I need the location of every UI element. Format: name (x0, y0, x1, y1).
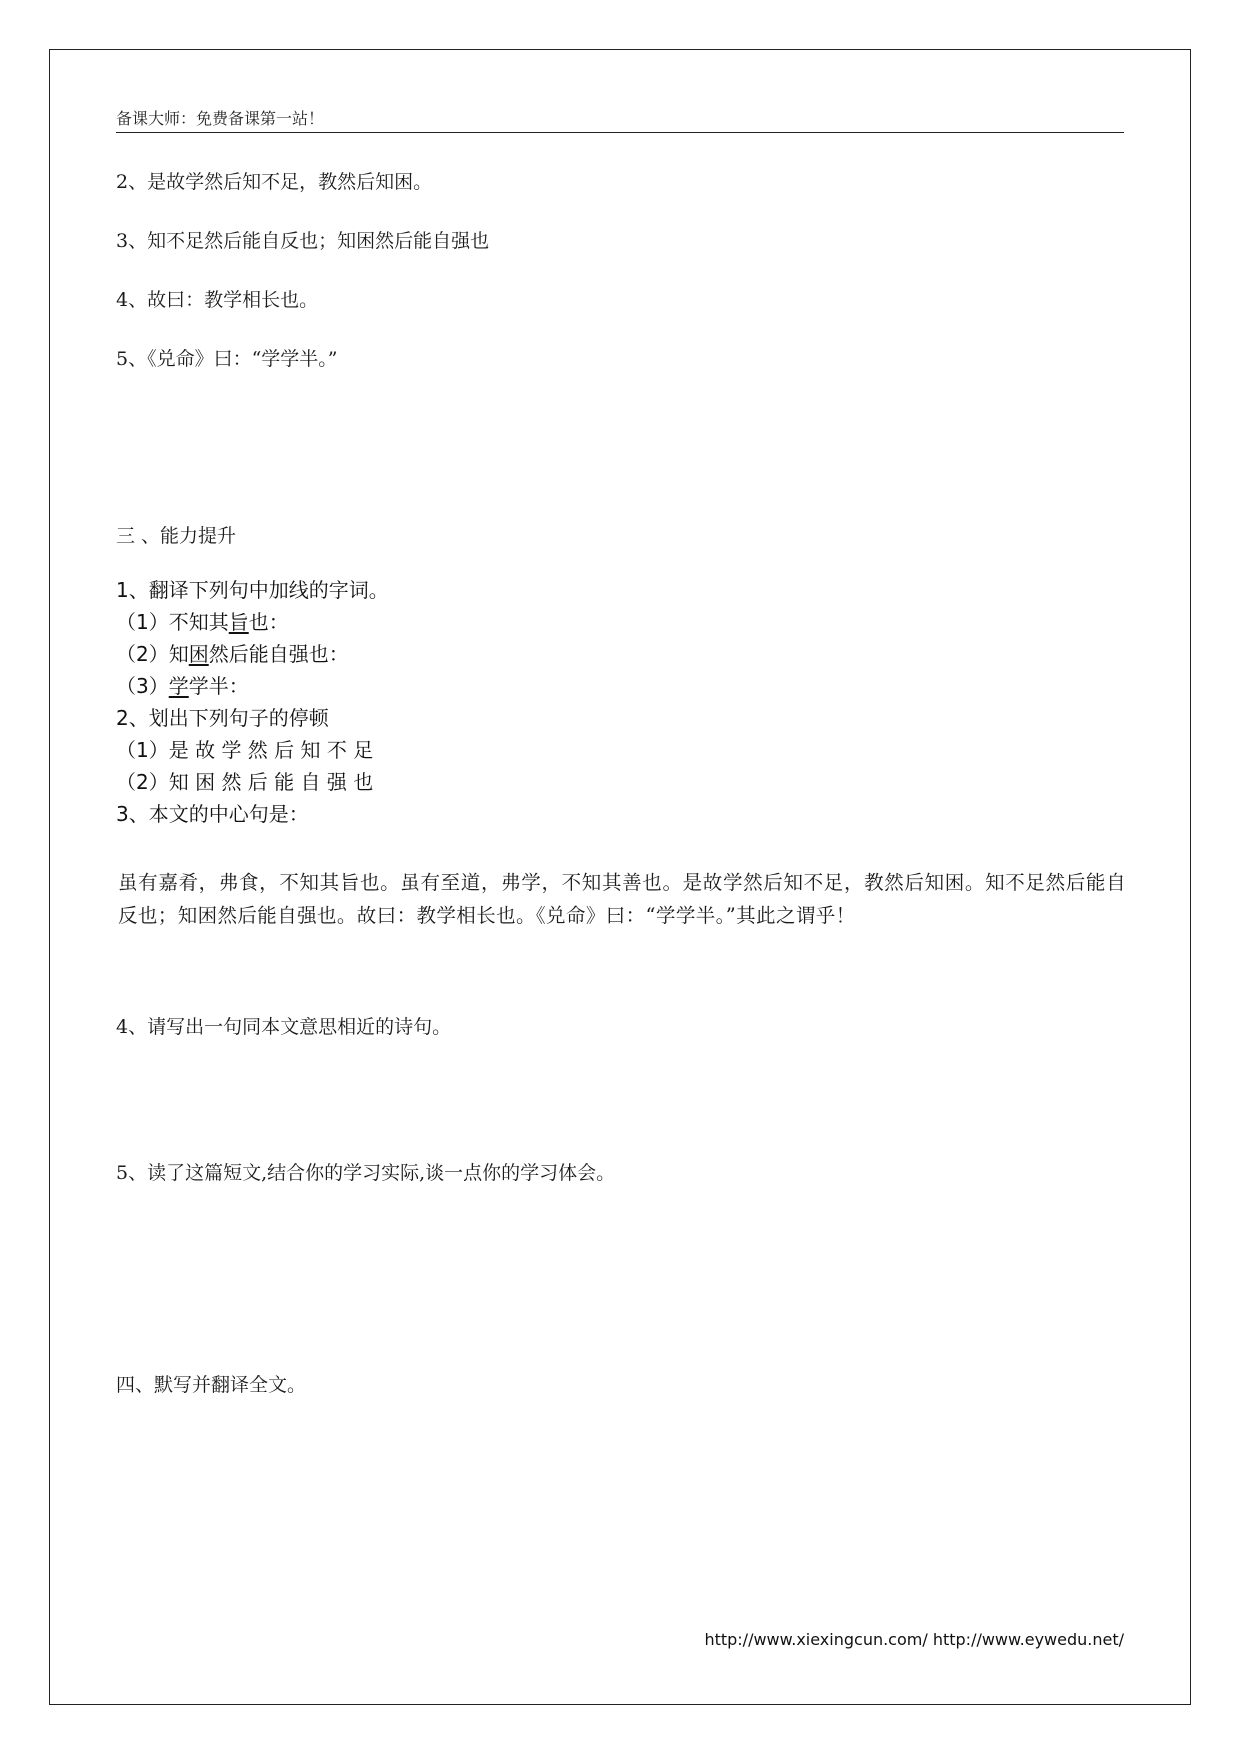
sentence-text: （3） (116, 674, 169, 698)
section-heading: 三 、能力提升 (116, 525, 237, 547)
list-item: 5、《兑命》曰：“学学半。” (116, 348, 338, 370)
question-sentence (116, 606, 289, 635)
question-sentence: （1）是 故 学 然 后 知 不 足 (116, 738, 374, 762)
question-sentence (116, 638, 349, 667)
sentence-text: 学半： (188, 674, 249, 698)
question-sentence: （2）知 困 然 后 能 自 强 也 (116, 770, 374, 794)
list-item: 4、故曰：教学相长也。 (116, 289, 319, 311)
sentence-text: 然后能自强也： (208, 642, 349, 666)
footer-links: http://www.xiexingcun.com/ http://www.eywedu.net/ (704, 1630, 1124, 1649)
sentence-text: （2）知 (116, 642, 189, 666)
question-title: 2、划出下列句子的停顿 (116, 706, 329, 730)
passage-text: 虽有嘉肴，弗食，不知其旨也。虽有至道，弗学，不知其善也。是故学然后知不足，教然后知困。知不足然后能自反也；知困然后能自强也。故曰：教学相长也。《兑命》曰：“学学半。”其此之谓乎！ (118, 871, 1126, 927)
list-item: 2、是故学然后知不足，教然后知困。 (116, 171, 433, 193)
question-title: 4、请写出一句同本文意思相近的诗句。 (116, 1016, 452, 1038)
question-title: 5、读了这篇短文,结合你的学习实际,谈一点你的学习体会。 (116, 1162, 616, 1184)
underlined-word: 困 (188, 642, 209, 666)
question-title: 1、翻译下列句中加线的字词。 (116, 578, 389, 602)
underlined-word: 旨 (228, 610, 249, 634)
underlined-word: 学 (168, 674, 189, 698)
question-title: 3、本文的中心句是： (116, 802, 309, 826)
question-sentence (116, 670, 249, 699)
page-header: 备课大师：免费备课第一站！ (116, 109, 325, 128)
sentence-text: （1）不知其 (116, 610, 229, 634)
list-item: 3、知不足然后能自反也；知困然后能自强也 (116, 230, 490, 252)
header-divider (116, 132, 1124, 133)
sentence-text: 也： (248, 610, 289, 634)
passage (118, 866, 1126, 932)
section-heading: 四、默写并翻译全文。 (116, 1374, 307, 1396)
